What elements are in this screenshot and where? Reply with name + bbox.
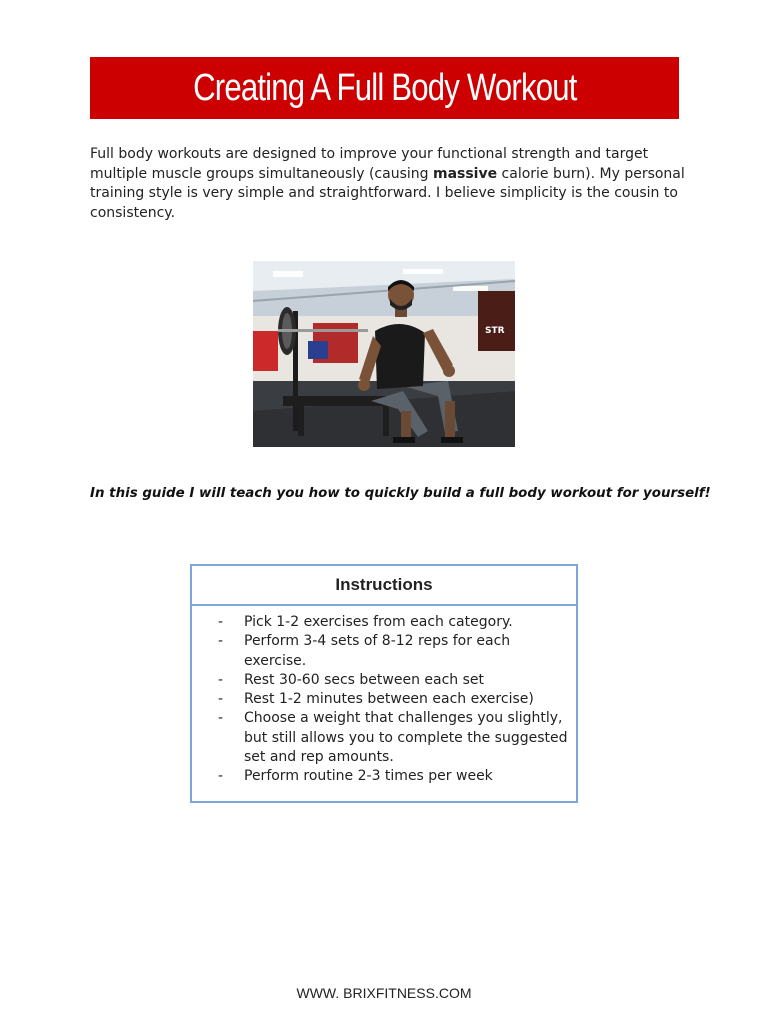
instruction-item — [218, 690, 568, 709]
intro-text-start: Full body workouts are designed to improve your functional strength and target multiple muscle groups simultaneously (causing — [90, 146, 649, 182]
footer-url: WWW. BRIXFITNESS.COM — [296, 985, 472, 1001]
instruction-item — [218, 767, 568, 786]
instruction-text: Perform routine 2-3 times per week — [244, 768, 493, 785]
bullet-dash: - — [218, 691, 224, 708]
instructions-list — [192, 606, 576, 787]
gym-photo — [253, 261, 515, 447]
intro-emphasis: massive — [432, 165, 498, 182]
bullet-dash: - — [218, 614, 224, 630]
bullet-dash: - — [218, 710, 224, 727]
instructions-box — [190, 564, 578, 803]
page-title: Creating A Full Body Workout — [192, 66, 577, 109]
instruction-text: Rest 30-60 secs between each set — [244, 671, 485, 688]
instruction-text: Rest 1-2 minutes between each exercise) — [244, 691, 534, 708]
instruction-item — [218, 671, 568, 690]
instruction-text: Perform 3-4 sets of 8-12 reps for each exercise. — [244, 633, 511, 669]
bullet-dash: - — [218, 768, 224, 785]
instructions-title: Instructions — [335, 575, 433, 594]
instruction-item — [218, 613, 568, 632]
instruction-item — [218, 709, 568, 767]
intro-paragraph — [90, 145, 690, 223]
gym-photo-illustration — [253, 261, 515, 447]
instruction-text: Pick 1-2 exercises from each category. — [244, 614, 513, 630]
bullet-dash: - — [218, 633, 224, 650]
svg-text:STR: STR — [485, 326, 505, 336]
instruction-text: Choose a weight that challenges you slightly, but still allows you to complete the suggested set and rep amounts. — [244, 710, 568, 766]
instructions-header — [192, 566, 576, 606]
tagline: In this guide I will teach you how to quickly build a full body workout for yourself! — [90, 486, 711, 501]
title-banner — [90, 57, 679, 119]
intro-text-end: calorie burn). My personal training style is very simple and straightforward. I believe simplicity is the cousin to consistency. — [90, 165, 685, 221]
instruction-item — [218, 632, 568, 671]
bullet-dash: - — [218, 671, 224, 688]
